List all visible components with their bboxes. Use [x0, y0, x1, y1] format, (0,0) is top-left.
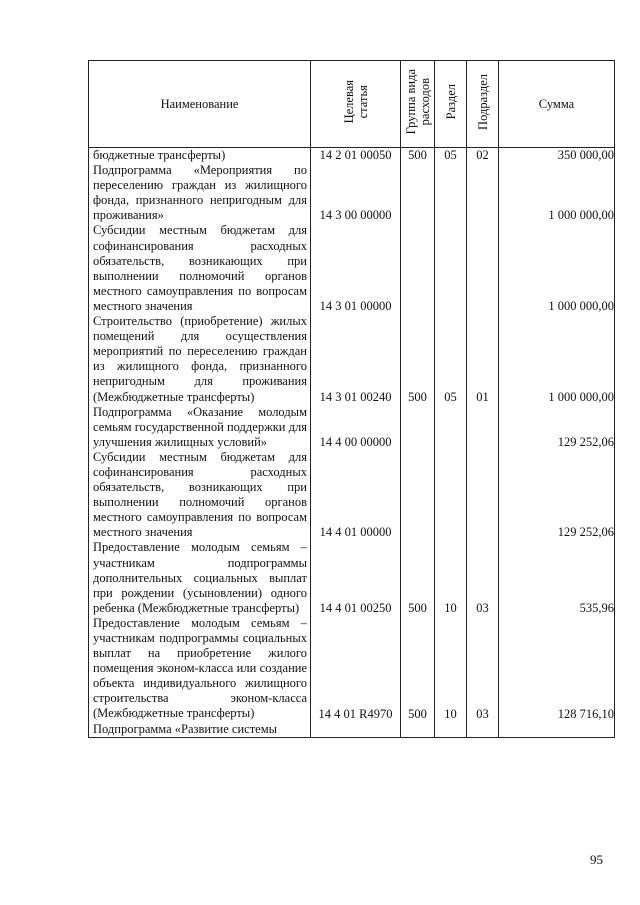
row-subsection: [467, 450, 499, 541]
row-section: 10: [435, 616, 467, 722]
row-name-text: Предоставление молодым семьям – участникам подпрограммы дополнительных социальных выплат при рождении (усыновлении) одного ребенка (Межбюджетные трансферты): [93, 540, 307, 615]
row-name-text: Строительство (приобретение) жилых помещений для осуществления мероприятий по переселению граждан из жилищного фонда, признанного непригодным для проживания (Межбюджетные трансферты): [93, 314, 307, 404]
header-name: Наименование: [89, 61, 311, 148]
row-subsection: 03: [467, 540, 499, 615]
row-name: [89, 722, 311, 738]
row-sum: 535,96: [499, 540, 615, 615]
row-name: [89, 148, 311, 164]
table-row: [89, 616, 615, 722]
row-section: 05: [435, 148, 467, 164]
table-row: [89, 722, 615, 738]
header-sum: Сумма: [499, 61, 615, 148]
header-code-text: Целевая статья: [341, 80, 370, 124]
row-sum: 1 000 000,00: [499, 163, 615, 223]
row-section: [435, 450, 467, 541]
row-subsection: [467, 722, 499, 738]
row-subsection: [467, 405, 499, 450]
row-subsection: [467, 223, 499, 314]
header-code: [311, 61, 401, 148]
row-sum: 350 000,00: [499, 148, 615, 164]
row-group: 500: [401, 148, 435, 164]
row-sum: 1 000 000,00: [499, 223, 615, 314]
table-row: [89, 314, 615, 405]
row-sum: 129 252,06: [499, 450, 615, 541]
row-section: 10: [435, 540, 467, 615]
row-section: [435, 223, 467, 314]
header-group: [401, 61, 435, 148]
header-subsection-text: Подраздел: [475, 74, 490, 130]
row-name-text: Субсидии местным бюджетам для софинансирования расходных обязательств, возникающих при выполнении полномочий органов местного самоуправления по вопросам местного значения: [93, 223, 307, 313]
row-code: 14 4 01 R4970: [311, 616, 401, 722]
header-group-text: Группа вида расходов: [403, 69, 432, 135]
header-subsection: [467, 61, 499, 148]
row-subsection: 02: [467, 148, 499, 164]
row-group: [401, 163, 435, 223]
table-header-row: [89, 61, 615, 148]
row-sum: 128 716,10: [499, 616, 615, 722]
table-row: [89, 450, 615, 541]
row-group: [401, 405, 435, 450]
row-sum: 129 252,06: [499, 405, 615, 450]
row-code: 14 3 01 00240: [311, 314, 401, 405]
row-name: [89, 314, 311, 405]
table-row: [89, 223, 615, 314]
row-section: [435, 405, 467, 450]
row-group: 500: [401, 616, 435, 722]
row-code: 14 4 01 00250: [311, 540, 401, 615]
row-group: 500: [401, 314, 435, 405]
row-subsection: [467, 163, 499, 223]
row-code: 14 3 00 00000: [311, 163, 401, 223]
row-subsection: 03: [467, 616, 499, 722]
row-name: [89, 223, 311, 314]
row-name-text: бюджетные трансферты): [93, 148, 226, 162]
row-name-text: Субсидии местным бюджетам для софинансирования расходных обязательств, возникающих при выполнении полномочий органов местного самоуправления по вопросам местного значения: [93, 449, 307, 540]
table-row: [89, 163, 615, 223]
row-name: [89, 616, 311, 722]
row-code: 14 4 01 00000: [311, 450, 401, 541]
row-name: [89, 163, 311, 223]
table-row: [89, 148, 615, 164]
row-group: 500: [401, 540, 435, 615]
row-name: [89, 405, 311, 450]
row-section: [435, 722, 467, 738]
row-name-text: Подпрограмма «Мероприятия по переселению граждан из жилищного фонда, признанного непригодным для проживания»: [93, 163, 307, 223]
row-code: 14 2 01 00050: [311, 148, 401, 164]
row-sum: 1 000 000,00: [499, 314, 615, 405]
row-code: [311, 722, 401, 738]
row-subsection: 01: [467, 314, 499, 405]
row-group: [401, 223, 435, 314]
row-name-text: Подпрограмма «Оказание молодым семьям государственной поддержки для улучшения жилищных условий»: [93, 404, 307, 449]
row-section: 05: [435, 314, 467, 405]
page-number: 95: [590, 852, 603, 867]
budget-table: [88, 60, 615, 738]
row-name-text: Подпрограмма «Развитие системы: [93, 721, 278, 736]
table-row: [89, 540, 615, 615]
header-section: [435, 61, 467, 148]
row-name-text: Предоставление молодым семьям – участникам подпрограммы социальных выплат на приобретение жилого помещения эконом-класса или создание объекта индивидуального жилищного строительства эконом-класса (Межбюджетные трансферты): [93, 615, 307, 721]
row-code: 14 3 01 00000: [311, 223, 401, 314]
row-section: [435, 163, 467, 223]
row-name: [89, 540, 311, 615]
row-group: [401, 450, 435, 541]
header-section-text: Раздел: [443, 84, 458, 120]
row-code: 14 4 00 00000: [311, 405, 401, 450]
table-row: [89, 405, 615, 450]
row-group: [401, 722, 435, 738]
row-name: [89, 450, 311, 541]
row-sum: [499, 722, 615, 738]
